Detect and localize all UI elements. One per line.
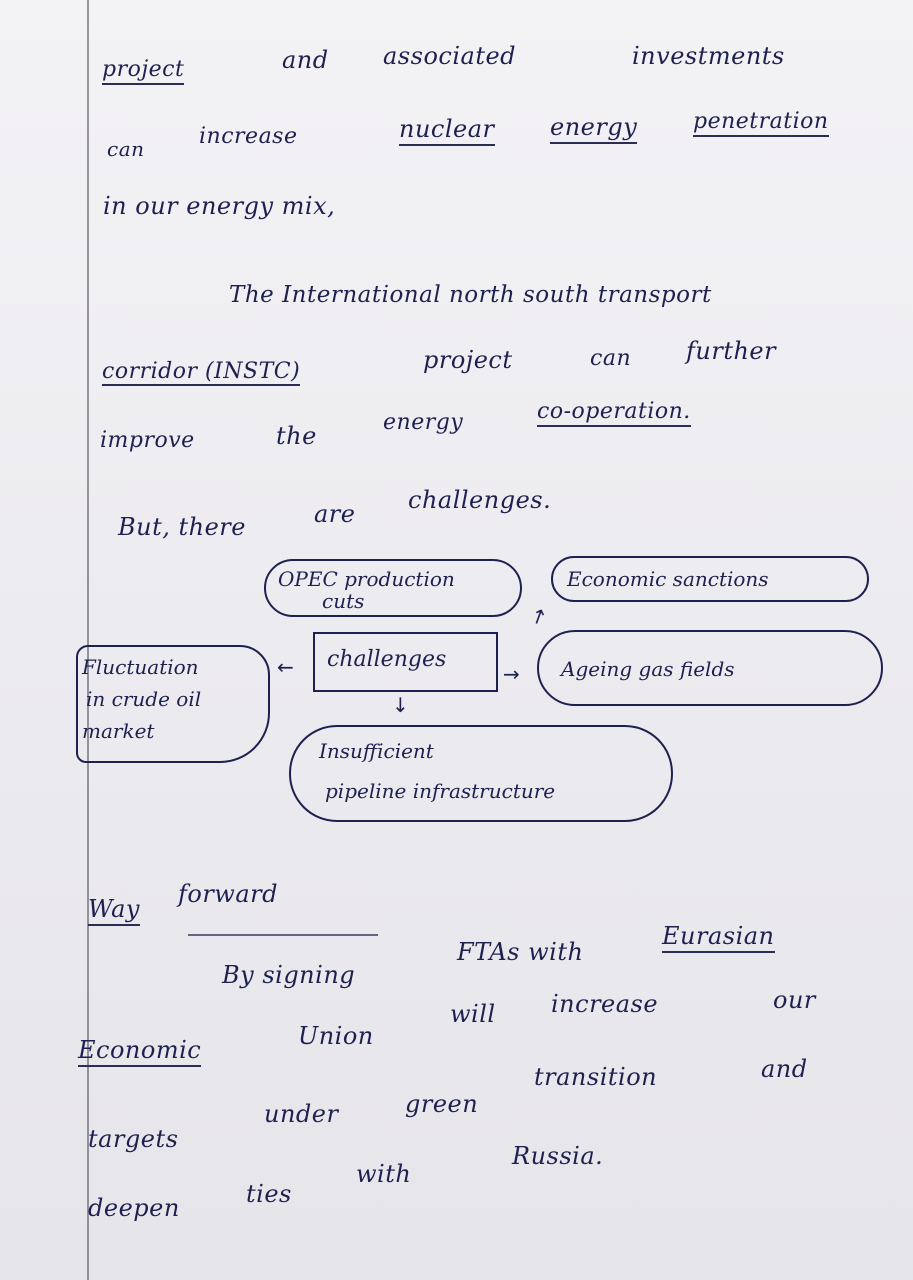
text-insouth-line: The International north south transport [229, 282, 712, 308]
arrow-down: ↓ [392, 693, 409, 717]
text-but-there: But, there [118, 513, 246, 541]
text-transition: transition [534, 1063, 658, 1091]
text-ftas-with: FTAs with [457, 938, 584, 966]
text-and: and [282, 46, 329, 74]
text-green: green [405, 1090, 479, 1118]
text-corridor-instc: corridor (INSTC) [102, 359, 301, 384]
text-penetration: penetration [693, 109, 829, 137]
node-crude-label-3: market [82, 719, 155, 743]
heading-forward: forward [178, 880, 278, 908]
text-and-2: and [761, 1055, 808, 1083]
text-the: the [276, 422, 317, 450]
text-increase-2: increase [551, 990, 659, 1018]
node-ageing-gas-fields [537, 630, 883, 706]
text-investments: investments [632, 42, 785, 70]
node-insufficient-pipeline [289, 725, 673, 822]
text-can-2: can [590, 346, 632, 371]
heading-way: Way [88, 895, 140, 926]
notebook-margin-line [87, 0, 89, 1280]
node-center-label: challenges [327, 647, 447, 672]
text-deepen: deepen [88, 1194, 180, 1222]
node-gas-label: Ageing gas fields [561, 657, 735, 681]
text-targets: targets [88, 1125, 179, 1153]
arrow-up-right: ↗ [525, 601, 552, 631]
text-project: project [102, 57, 184, 85]
node-opec-label-2: cuts [322, 589, 365, 613]
text-russia: Russia. [512, 1142, 604, 1170]
node-challenges-center [313, 632, 498, 692]
text-further: further [686, 337, 777, 365]
node-pipeline-label-1: Insufficient [319, 739, 434, 763]
text-increase: increase [199, 124, 298, 149]
node-pipeline-label-2: pipeline infrastructure [325, 779, 556, 803]
node-crude-label-2: in crude oil [86, 687, 202, 711]
text-challenges: challenges. [408, 486, 552, 514]
text-energy-2: energy [383, 410, 464, 435]
text-co-operation: co-operation. [537, 399, 691, 427]
text-union: Union [298, 1022, 374, 1050]
text-will: will [450, 1000, 496, 1028]
text-are: are [314, 500, 356, 528]
text-nuclear: nuclear [399, 115, 495, 146]
node-sanctions-label: Economic sanctions [567, 567, 769, 591]
node-opec-production-cuts [264, 559, 522, 617]
text-by-signing: By signing [222, 961, 356, 989]
text-energy: energy [550, 113, 637, 144]
text-ties: ties [246, 1180, 292, 1208]
text-under: under [264, 1100, 339, 1128]
text-with: with [356, 1160, 412, 1188]
node-opec-label-1: OPEC production [278, 567, 455, 591]
text-eurasian: Eurasian [662, 922, 775, 953]
heading-underline [188, 934, 378, 936]
node-crude-label-1: Fluctuation [82, 655, 199, 679]
text-can: can [107, 137, 145, 161]
node-crude-oil-fluctuation [76, 645, 270, 763]
text-economic: Economic [78, 1036, 201, 1067]
text-in-our-energy-mix: in our energy mix, [103, 192, 336, 220]
text-project-2: project [423, 346, 513, 374]
text-improve: improve [100, 428, 195, 453]
text-associated: associated [383, 42, 517, 70]
text-our: our [773, 986, 816, 1014]
arrow-right: → [503, 662, 520, 686]
node-economic-sanctions [551, 556, 869, 602]
arrow-left: ← [277, 655, 294, 679]
